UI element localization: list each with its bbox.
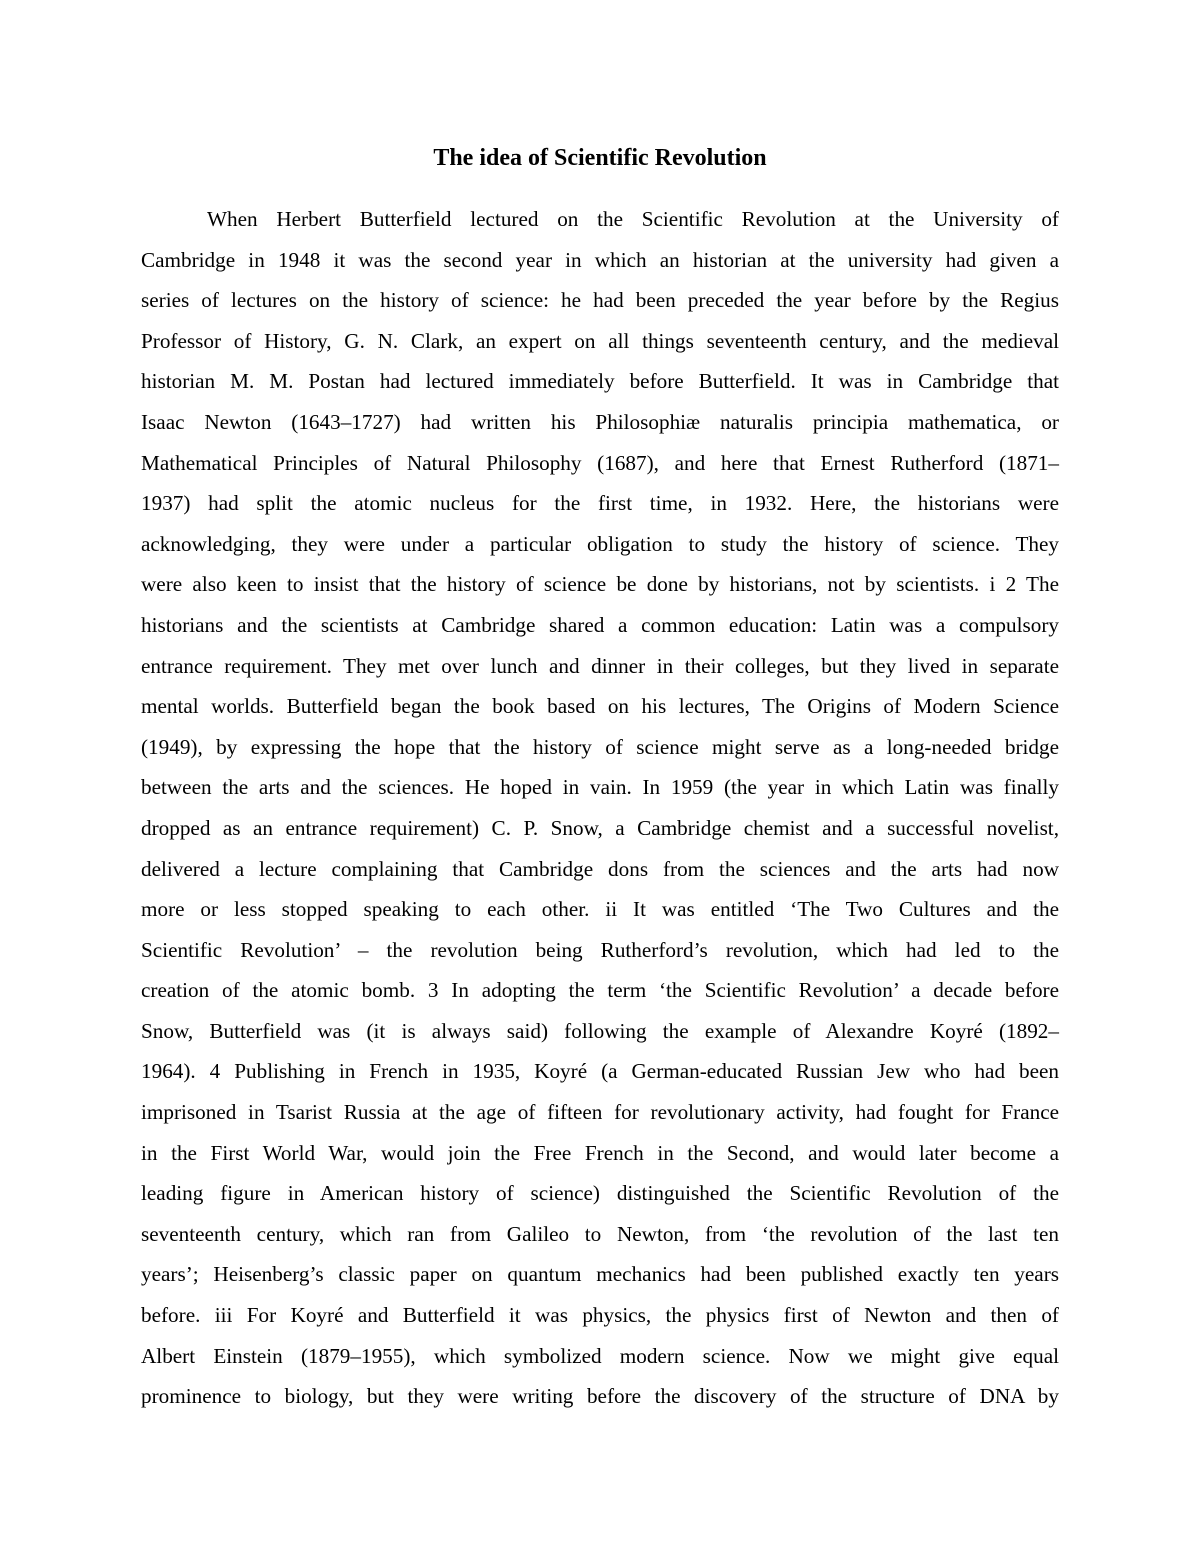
text-line: series of lectures on the history of science: he had been preceded the year before by the Regius	[141, 288, 1059, 313]
text-line: mental worlds. Butterfield began the book based on his lectures, The Origins of Modern Science	[141, 694, 1059, 719]
text-line: historians and the scientists at Cambridge shared a common education: Latin was a compulsory	[141, 612, 1059, 637]
text-line: 1964). 4 Publishing in French in 1935, Koyré (a German-educated Russian Jew who had been	[141, 1059, 1059, 1084]
text-line: leading figure in American history of science) distinguished the Scientific Revolution of the	[141, 1181, 1059, 1206]
text-line: dropped as an entrance requirement) C. P. Snow, a Cambridge chemist and a successful novelist,	[141, 815, 1059, 840]
text-line: years’; Heisenberg’s classic paper on quantum mechanics had been published exactly ten years	[141, 1262, 1059, 1287]
text-line: When Herbert Butterfield lectured on the Scientific Revolution at the University of	[207, 207, 1059, 231]
text-line: Cambridge in 1948 it was the second year in which an historian at the university had given a	[141, 247, 1059, 272]
text-line: before. iii For Koyré and Butterfield it was physics, the physics first of Newton and then of	[141, 1303, 1059, 1328]
text-line: delivered a lecture complaining that Cambridge dons from the sciences and the arts had now	[141, 856, 1059, 881]
text-line: in the First World War, would join the Free French in the Second, and would later become a	[141, 1140, 1059, 1165]
document-title: The idea of Scientific Revolution	[433, 145, 767, 171]
text-line: entrance requirement. They met over lunch and dinner in their colleges, but they lived in separate	[141, 653, 1059, 678]
text-line: between the arts and the sciences. He hoped in vain. In 1959 (the year in which Latin was finally	[141, 775, 1059, 800]
text-line: (1949), by expressing the hope that the history of science might serve as a long-needed bridge	[141, 734, 1059, 759]
text-line: creation of the atomic bomb. 3 In adopting the term ‘the Scientific Revolution’ a decade before	[141, 978, 1059, 1003]
text-line: Albert Einstein (1879–1955), which symbolized modern science. Now we might give equal	[141, 1343, 1059, 1368]
text-line: prominence to biology, but they were writing before the discovery of the structure of DNA by	[141, 1384, 1059, 1409]
text-line: Professor of History, G. N. Clark, an expert on all things seventeenth century, and the medieval	[141, 328, 1059, 353]
body-paragraph	[141, 199, 1059, 1417]
text-line: Isaac Newton (1643–1727) had written his Philosophiæ naturalis principia mathematica, or	[141, 409, 1059, 434]
text-line: historian M. M. Postan had lectured immediately before Butterfield. It was in Cambridge that	[141, 369, 1059, 394]
text-line: acknowledging, they were under a particular obligation to study the history of science. They	[141, 531, 1059, 556]
text-line: imprisoned in Tsarist Russia at the age of fifteen for revolutionary activity, had fought for France	[141, 1100, 1059, 1125]
text-line: Mathematical Principles of Natural Philosophy (1687), and here that Ernest Rutherford (1871–	[141, 450, 1059, 475]
text-line: Snow, Butterfield was (it is always said) following the example of Alexandre Koyré (1892–	[141, 1018, 1059, 1043]
text-line: were also keen to insist that the history of science be done by historians, not by scientists. i 2 The	[141, 572, 1059, 597]
text-line: more or less stopped speaking to each other. ii It was entitled ‘The Two Cultures and the	[141, 897, 1059, 922]
text-line: Scientific Revolution’ – the revolution being Rutherford’s revolution, which had led to the	[141, 937, 1059, 962]
text-line: seventeenth century, which ran from Galileo to Newton, from ‘the revolution of the last ten	[141, 1221, 1059, 1246]
text-line: 1937) had split the atomic nucleus for the first time, in 1932. Here, the historians were	[141, 491, 1059, 516]
